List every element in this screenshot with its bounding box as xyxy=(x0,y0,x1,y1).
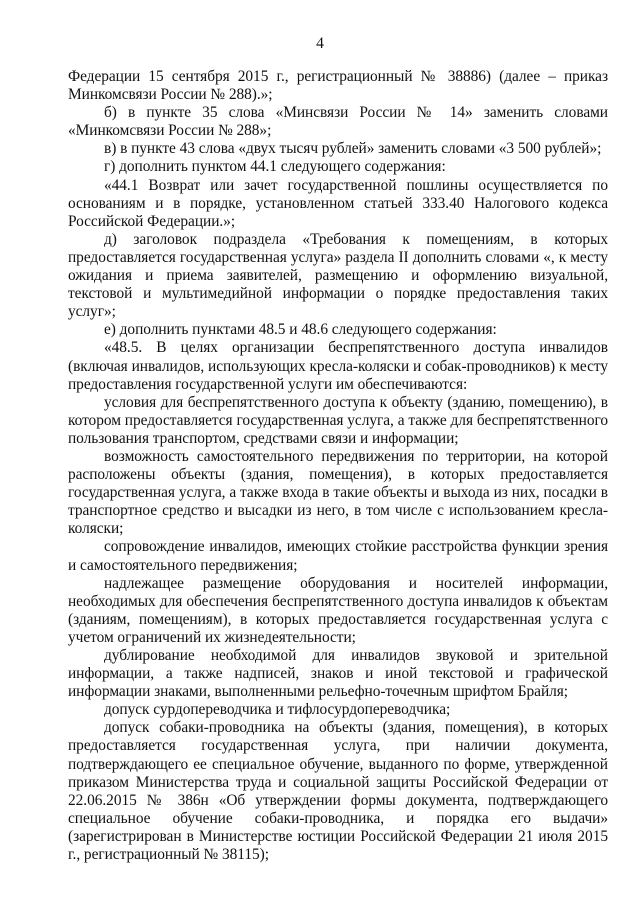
paragraph: допуск сурдопереводчика и тифлосурдопереводчика; xyxy=(104,701,451,719)
paragraph: е) дополнить пунктами 48.5 и 48.6 следующего содержания: xyxy=(104,321,497,339)
paragraph: д) заголовок подраздела «Требования к помещениям, в которых предоставляется государственная услуга» раздела II дополнить словами «, к месту ожидания и приема заявителей, размещению и оформлению визуальной, текстовой и мультимедийной информации о порядке предоставления таких услуг»; xyxy=(68,230,608,321)
paragraph: надлежащее размещение оборудования и носителей информации, необходимых для обеспечения беспрепятственного доступа инвалидов к объектам (зданиям, помещениям), в которых предоставляется государственная услуга с учетом ограничений их жизнедеятельности; xyxy=(68,574,608,646)
paragraph: в) в пункте 43 слова «двух тысяч рублей» заменить словами «3 500 рублей»; xyxy=(104,140,602,158)
paragraph: условия для беспрепятственного доступа к объекту (зданию, помещению), в котором предоставляется государственная услуга, а также для беспрепятственного пользования транспортом, средствами связи и информации; xyxy=(68,393,608,447)
paragraph: «48.5. В целях организации беспрепятственного доступа инвалидов (включая инвалидов, использующих кресла-коляски и собак-проводников) к месту предоставления государственной услуги им обеспечиваются: xyxy=(68,339,608,393)
paragraph: дублирование необходимой для инвалидов звуковой и зрительной информации, а также надписей, знаков и иной текстовой и графической информации знаками, выполненными рельефно-точечным шрифтом Брайля; xyxy=(68,647,608,701)
paragraph: б) в пункте 35 слова «Минсвязи России № 14» заменить словами «Минкомсвязи России № 288»; xyxy=(68,104,608,140)
paragraph: «44.1 Возврат или зачет государственной пошлины осуществляется по основаниям и в порядке, установленном статьей 333.40 Налогового кодекса Российской Федерации.»; xyxy=(68,176,608,230)
paragraph: Федерации 15 сентября 2015 г., регистрационный № 38886) (далее – приказ Минкомсвязи России № 288).»; xyxy=(68,68,608,104)
page-number: 4 xyxy=(316,35,324,52)
paragraph: возможность самостоятельного передвижения по территории, на которой расположены объекты (здания, помещения), в которых предоставляется государственная услуга, а также входа в такие объекты и выхода из них, посадки в транспортное средство и высадки из него, в том числе с использованием кресла-коляски; xyxy=(68,447,608,538)
paragraph: сопровождение инвалидов, имеющих стойкие расстройства функции зрения и самостоятельного передвижения; xyxy=(68,538,608,574)
paragraph: допуск собаки-проводника на объекты (здания, помещения), в которых предоставляется государственная услуга, при наличии документа, подтверждающего ее специальное обучение, выданного по форме, утвержденной приказом Министерства труда и социальной защиты Российской Федерации от 22.06.2015 № 386н «Об утверждении формы документа, подтверждающего специальное обучение собаки-проводника, и порядка его выдачи» (зарегистрирован в Министерстве юстиции Российской Федерации 21 июля 2015 г., регистрационный № 38115); xyxy=(68,719,608,864)
paragraph: г) дополнить пунктом 44.1 следующего содержания: xyxy=(104,158,446,176)
document-body xyxy=(68,68,608,864)
